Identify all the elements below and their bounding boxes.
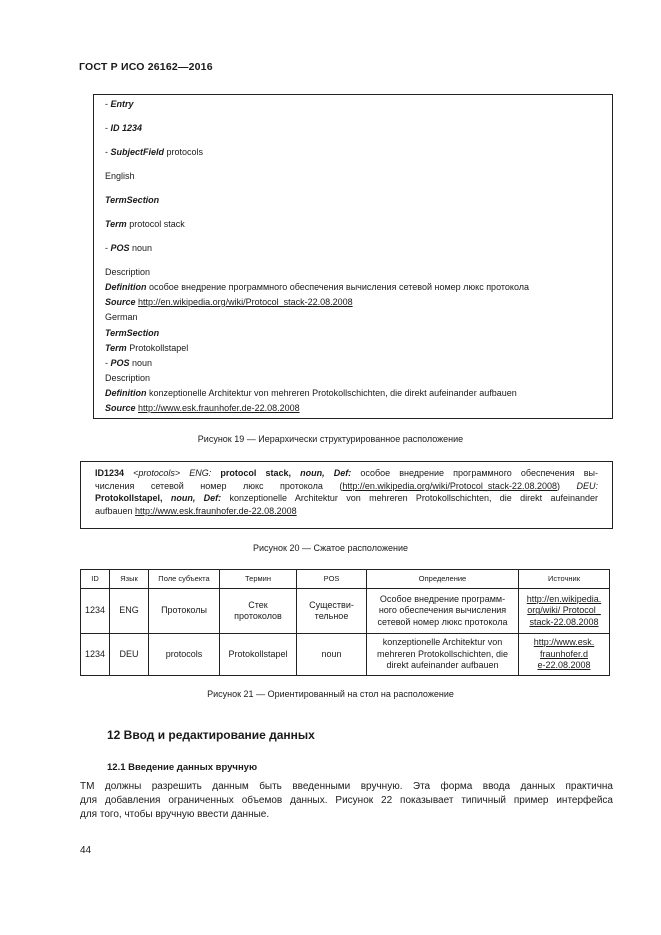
source-link[interactable]: http://www.esk.fraunhofer.de-22.08.2008 xyxy=(138,403,300,413)
cell-pos: Существи- тельное xyxy=(297,589,367,634)
figure-19-row: Term Protokollstapel xyxy=(105,343,189,353)
figure-19-row: Description xyxy=(105,373,151,383)
figure-20-link-en[interactable]: http://en.wikipedia.org/wiki/Protocol_stack-22.08.2008 xyxy=(342,480,557,491)
figure-19-row: Source http://www.esk.fraunhofer.de-22.08.2008 xyxy=(105,403,300,413)
header-pos: POS xyxy=(297,570,367,589)
cell-language: DEU xyxy=(110,634,149,676)
header-id: ID xyxy=(81,570,110,589)
figure-19-row: Description xyxy=(105,267,151,277)
table-row xyxy=(81,589,610,634)
figure-20-line-1: ID1234 <protocols> ENG: protocol stack, noun, Def: особое внедрение программного обеспечения вы- xyxy=(95,468,598,478)
figure-20-caption: Рисунок 20 — Сжатое расположение xyxy=(253,543,408,553)
figure-19-row: - ID 1234 xyxy=(105,123,143,133)
figure-19-row: TermSection xyxy=(105,195,160,205)
figure-19-box xyxy=(93,94,613,419)
cell-term: Protokollstapel xyxy=(220,634,297,676)
figure-19-row: Source http://en.wikipedia.org/wiki/Protocol_stack-22.08.2008 xyxy=(105,297,353,307)
figure-19-row: German xyxy=(105,312,138,322)
cell-id: 1234 xyxy=(81,634,110,676)
table-header-row xyxy=(81,570,610,589)
header-term: Термин xyxy=(220,570,297,589)
section-paragraph: ТМ должны разрешить данным быть введенными вручную. Эта форма ввода данных практична для добавления ограниченных объемов данных. Рисунок 22 показывает типичный пример интерфейса для того, чтобы вручную ввести данные. xyxy=(80,781,613,820)
figure-19-row: - POS noun xyxy=(105,243,153,253)
cell-source-link[interactable]: http://www.esk. fraunhofer.d e-22.08.2008 xyxy=(519,634,610,676)
cell-term: Стек протоколов xyxy=(220,589,297,634)
figure-19-row: TermSection xyxy=(105,328,160,338)
header-definition: Определение xyxy=(367,570,519,589)
table-row xyxy=(81,634,610,676)
section-heading: 12 Ввод и редактирование данных xyxy=(107,728,315,742)
figure-20-link-de[interactable]: http://www.esk.fraunhofer.de-22.08.2008 xyxy=(135,505,297,516)
figure-19-row: - Entry xyxy=(105,99,134,109)
figure-19-row: Definition особое внедрение программного обеспечения вычисления сетевой номер люкс протокола xyxy=(105,282,530,292)
source-link[interactable]: http://en.wikipedia.org/wiki/Protocol_stack-22.08.2008 xyxy=(138,297,353,307)
figure-20-line-4: aufbauen http://www.esk.fraunhofer.de-22.08.2008 xyxy=(95,505,297,516)
figure-21-table xyxy=(80,569,610,676)
header-subject-field: Поле субъекта xyxy=(149,570,220,589)
cell-subject: protocols xyxy=(149,634,220,676)
figure-19-row: - POS noun xyxy=(105,358,153,368)
figure-20-box xyxy=(80,461,613,529)
figure-20-line-2: числения сетевой номер люкс протокола (http://en.wikipedia.org/wiki/Protocol_stack-22.08.2008) DEU: xyxy=(95,480,599,491)
cell-source-link[interactable]: http://en.wikipedia. org/wiki/ Protocol_ stack-22.08.2008 xyxy=(519,589,610,634)
header-language: Язык xyxy=(110,570,149,589)
subsection-heading: 12.1 Введение данных вручную xyxy=(107,762,258,773)
cell-subject: Протоколы xyxy=(149,589,220,634)
page-number: 44 xyxy=(80,845,92,856)
figure-19-caption: Рисунок 19 — Иерархически структурированное расположение xyxy=(197,434,464,444)
document-header: ГОСТ Р ИСО 26162—2016 xyxy=(79,61,213,73)
figure-19-row: English xyxy=(105,171,135,181)
cell-id: 1234 xyxy=(81,589,110,634)
cell-language: ENG xyxy=(110,589,149,634)
header-source: Источник xyxy=(519,570,610,589)
cell-definition: Особое внедрение программ- ного обеспечения вычисления сетевой номер люкс протокола xyxy=(367,589,519,634)
cell-pos: noun xyxy=(297,634,367,676)
figure-19-row: Term protocol stack xyxy=(105,219,185,229)
figure-19-row: Definition konzeptionelle Architektur von mehreren Protokollschichten, die direkt aufeinander aufbauen xyxy=(105,388,517,398)
figure-20-line-3: Protokollstapel, noun, Def: konzeptionelle Architektur von mehreren Protokollschichten, die direkt aufeinander xyxy=(95,493,598,504)
figure-19-row: - SubjectField protocols xyxy=(105,147,204,157)
cell-definition: konzeptionelle Architektur von mehreren Protokollschichten, die direkt aufeinander aufbauen xyxy=(367,634,519,676)
figure-21-caption: Рисунок 21 — Ориентированный на стол на расположение xyxy=(207,689,454,699)
